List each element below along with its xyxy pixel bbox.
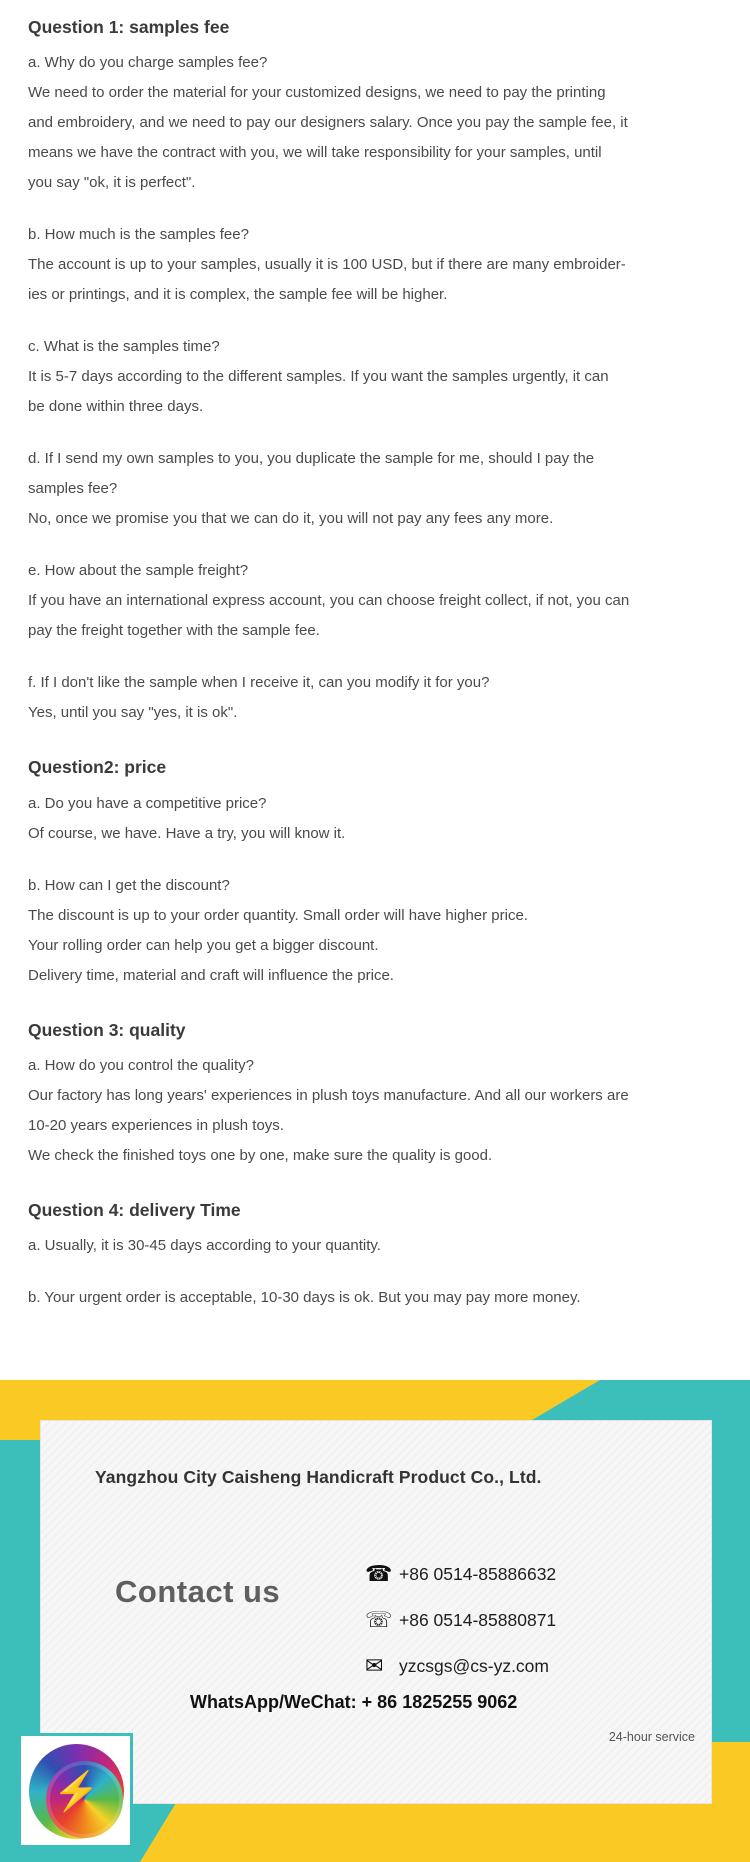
company-name: Yangzhou City Caisheng Handicraft Product Co., Ltd. <box>95 1467 542 1487</box>
faq-item <box>28 1231 722 1261</box>
faq-group <box>28 1197 722 1313</box>
faq-heading: Question 3: quality <box>28 1019 186 1040</box>
faq-line: e. How about the sample freight? <box>28 562 249 580</box>
spacer <box>28 534 722 556</box>
faq-line: No, once we promise you that we can do it, you will not pay any fees any more. <box>28 510 554 528</box>
faq-line: pay the freight together with the sample fee. <box>28 622 320 640</box>
service-note: 24-hour service <box>608 1730 695 1744</box>
faq-line: b. Your urgent order is acceptable, 10-30 days is ok. But you may pay more money. <box>28 1289 581 1306</box>
spacer <box>28 310 722 332</box>
company-logo <box>18 1733 133 1848</box>
contact-row-email[interactable] <box>365 1644 695 1688</box>
faq-line: We check the finished toys one by one, make sure the quality is good. <box>28 1146 493 1164</box>
faq-line: We need to order the material for your customized designs, we need to pay the printing <box>28 84 606 102</box>
lightning-bolt-icon: ⚡ <box>52 1770 101 1813</box>
spacer <box>28 849 722 871</box>
faq-item <box>28 332 722 422</box>
contact-footer <box>0 1362 750 1862</box>
contact-list <box>365 1552 695 1690</box>
faq-line: and embroidery, and we need to pay our designers salary. Once you pay the sample fee, it <box>28 114 628 132</box>
contact-row-mobile[interactable] <box>365 1598 695 1642</box>
faq-item <box>28 444 722 534</box>
faq-line: 10-20 years experiences in plush toys. <box>28 1116 284 1134</box>
faq-item <box>28 220 722 310</box>
faq-line: b. How much is the samples fee? <box>28 226 249 244</box>
faq-line: a. How do you control the quality? <box>28 1056 254 1074</box>
spacer <box>28 1261 722 1283</box>
spacer <box>28 422 722 444</box>
faq-group <box>28 754 722 990</box>
faq-item <box>28 871 722 991</box>
telephone-icon: ☎ <box>365 1561 393 1586</box>
faq-line: means we have the contract with you, we will take responsibility for your samples, until <box>28 144 602 162</box>
faq-item <box>28 668 722 728</box>
faq-line: Yes, until you say "yes, it is ok". <box>28 704 238 722</box>
faq-line: If you have an international express account, you can choose freight collect, if not, you can <box>28 592 630 610</box>
faq-line: f. If I don't like the sample when I receive it, can you modify it for you? <box>28 674 490 692</box>
faq-line: ies or printings, and it is complex, the sample fee will be higher. <box>28 286 448 304</box>
faq-item <box>28 1283 722 1313</box>
faq-item <box>28 789 722 849</box>
faq-heading: Question 1: samples fee <box>28 17 230 37</box>
spacer <box>28 198 722 220</box>
faq-item <box>28 556 722 646</box>
faq-line: c. What is the samples time? <box>28 338 220 356</box>
faq-heading: Question 4: delivery Time <box>28 1199 241 1220</box>
faq-item <box>28 1051 722 1171</box>
phone-number: +86 0514-85886632 <box>399 1563 557 1584</box>
faq-line: samples fee? <box>28 480 118 498</box>
spacer <box>28 646 722 668</box>
faq-line: Of course, we have. Have a try, you will know it. <box>28 824 346 842</box>
faq-line: Delivery time, material and craft will influence the price. <box>28 966 394 984</box>
faq-line: a. Why do you charge samples fee? <box>28 54 268 72</box>
faq-line: a. Do you have a competitive price? <box>28 794 267 812</box>
faq-group <box>28 14 722 728</box>
logo-outer-ring <box>29 1744 124 1839</box>
faq-line: Your rolling order can help you get a bigger discount. <box>28 936 379 954</box>
faq-line: d. If I send my own samples to you, you duplicate the sample for me, should I pay the <box>28 450 595 468</box>
faq-line: It is 5-7 days according to the different samples. If you want the samples urgently, it can <box>28 368 609 386</box>
faq-group <box>28 1017 722 1171</box>
whatsapp-wechat-number: WhatsApp/WeChat: + 86 1825255 9062 <box>190 1692 518 1712</box>
faq-line: Our factory has long years' experiences in plush toys manufacture. And all our workers are <box>28 1086 629 1104</box>
mobile-number: +86 0514-85880871 <box>399 1609 557 1630</box>
faq-item <box>28 48 722 198</box>
contact-row-phone[interactable] <box>365 1552 695 1596</box>
email-address: yzcsgs@cs-yz.com <box>399 1655 549 1676</box>
faq-line: The discount is up to your order quantity. Small order will have higher price. <box>28 906 528 924</box>
faq-line: The account is up to your samples, usually it is 100 USD, but if there are many embroider- <box>28 256 626 274</box>
faq-line: be done within three days. <box>28 398 204 416</box>
faq-line: you say "ok, it is perfect". <box>28 174 196 192</box>
contact-us-title: Contact us <box>115 1574 281 1609</box>
faq-line: a. Usually, it is 30-45 days according to your quantity. <box>28 1237 381 1254</box>
mobile-phone-icon: ☏ <box>365 1607 393 1632</box>
faq-heading: Question2: price <box>28 757 167 778</box>
email-icon: ✉ <box>365 1653 384 1678</box>
faq-line: b. How can I get the discount? <box>28 876 230 894</box>
